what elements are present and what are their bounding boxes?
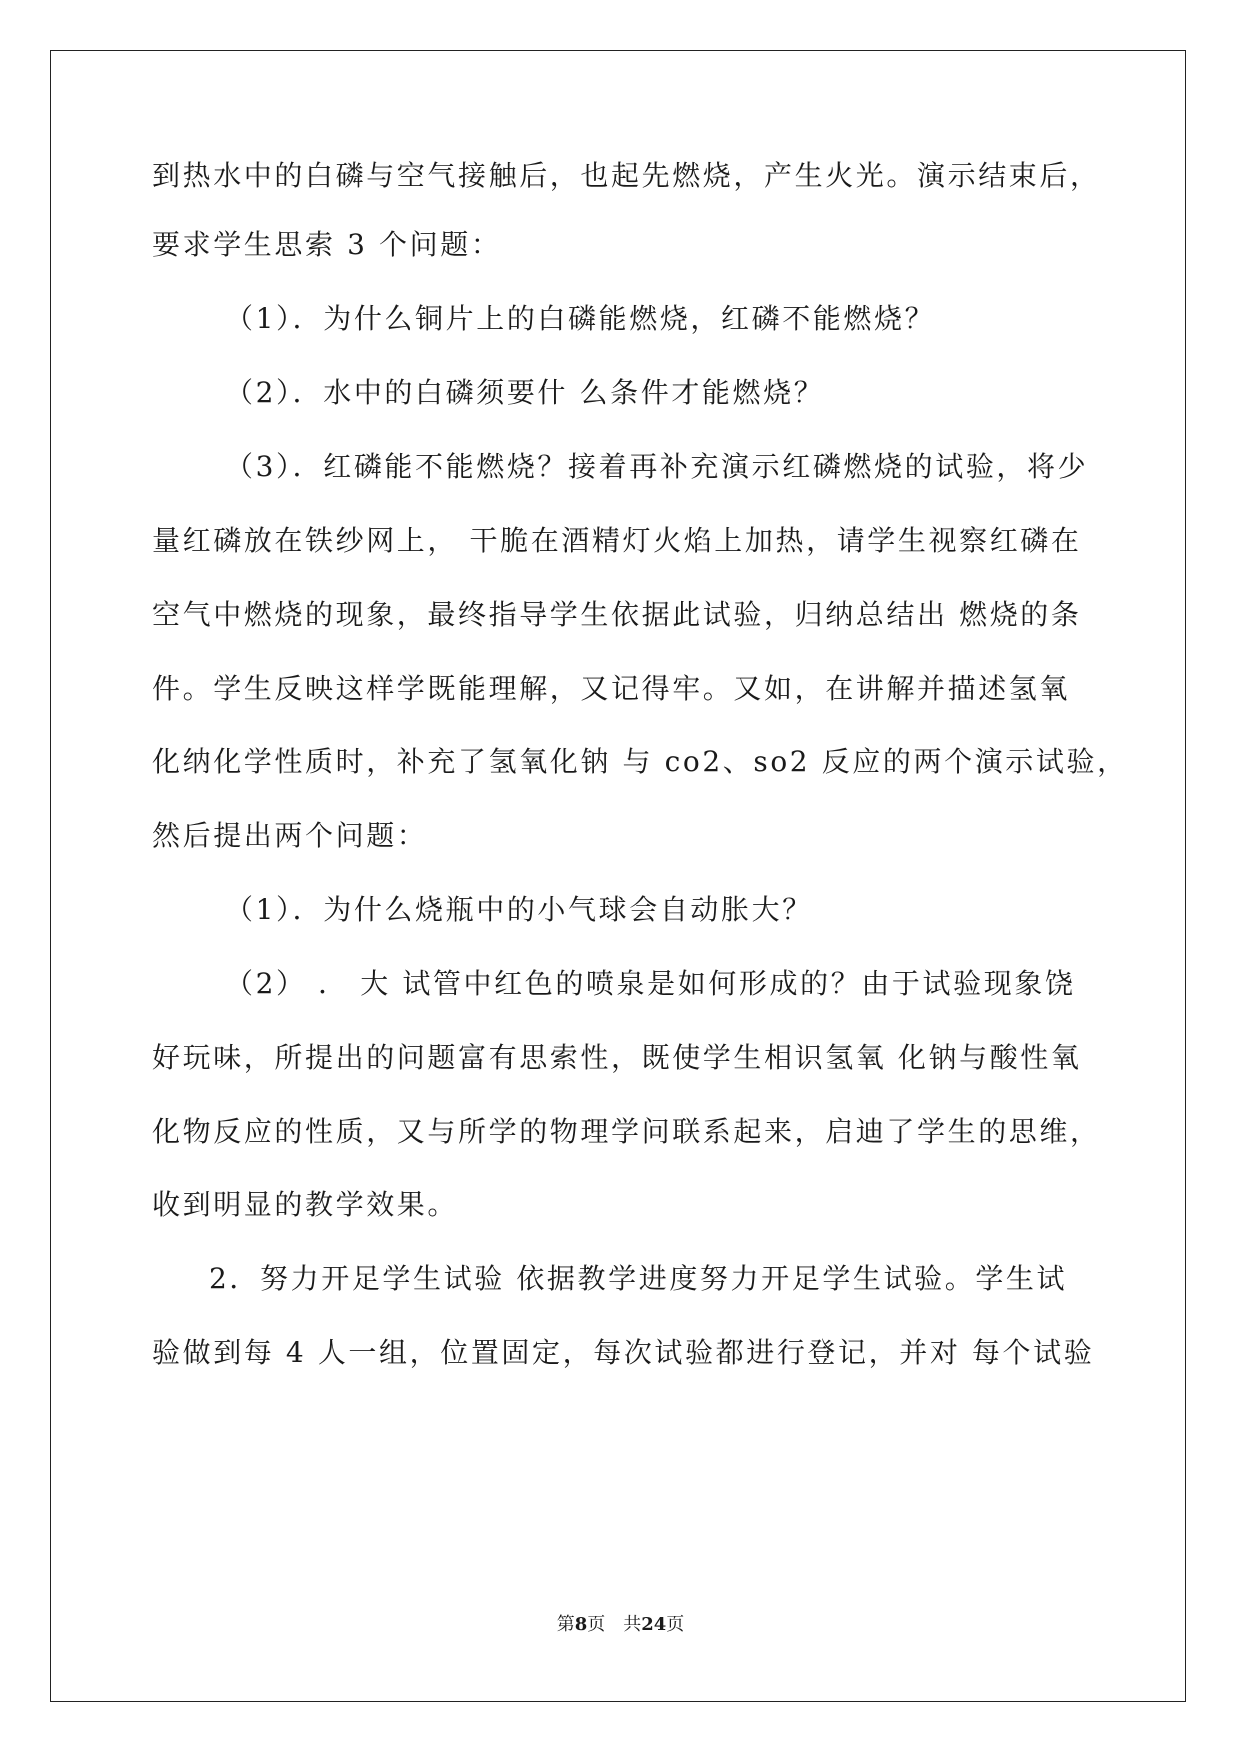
text-line: 量红磷放在铁纱网上， 干脆在酒精灯火焰上加热，请学生视察红磷在 bbox=[152, 524, 1082, 557]
footer-prefix: 第 bbox=[556, 1614, 575, 1635]
text-line: （2） ． 大 试管中红色的喷泉是如何形成的？由于试验现象饶 bbox=[225, 967, 1076, 1000]
text-line: （3）．红磷能不能燃烧？接着再补充演示红磷燃烧的试验，将少 bbox=[225, 450, 1089, 483]
text-line: 好玩味，所提出的问题富有思索性，既使学生相识氢氧 化钠与酸性氧 bbox=[152, 1041, 1082, 1074]
text-line: 到热水中的白磷与空气接触后，也起先燃烧，产生火光。演示结束后， bbox=[152, 159, 1101, 192]
text-line: 验做到每 4 人一组，位置固定，每次试验都进行登记，并对 每个试验 bbox=[152, 1336, 1095, 1369]
page-footer bbox=[0, 1614, 1241, 1636]
text-line: 空气中燃烧的现象，最终指导学生依据此试验，归纳总结出 燃烧的条 bbox=[152, 598, 1082, 631]
text-line: （1）．为什么铜片上的白磷能燃烧，红磷不能燃烧？ bbox=[225, 302, 936, 335]
text-line: 2．努力开足学生试验 依据教学进度努力开足学生试验。学生试 bbox=[209, 1262, 1068, 1295]
text-line: 然后提出两个问题： bbox=[152, 819, 428, 852]
page-number: 8 bbox=[574, 1614, 588, 1635]
footer-middle: 页 共 bbox=[587, 1614, 642, 1635]
text-line: 化物反应的性质，又与所学的物理学问联系起来，启迪了学生的思维， bbox=[152, 1115, 1101, 1148]
footer-suffix: 页 bbox=[666, 1614, 685, 1635]
text-line: 化纳化学性质时，补充了氢氧化钠 与 co2、so2 反应的两个演示试验， bbox=[152, 745, 1128, 778]
text-line: 要求学生思索 3 个问题： bbox=[152, 228, 502, 261]
text-line: （1）．为什么烧瓶中的小气球会自动胀大？ bbox=[225, 893, 813, 926]
text-line: 件。学生反映这样学既能理解，又记得牢。又如，在讲解并描述氢氧 bbox=[152, 672, 1071, 705]
text-line: 收到明显的教学效果。 bbox=[152, 1188, 459, 1221]
total-pages: 24 bbox=[641, 1614, 667, 1635]
page-border bbox=[50, 50, 1186, 1702]
text-line: （2）．水中的白磷须要什 么条件才能燃烧？ bbox=[225, 376, 825, 409]
